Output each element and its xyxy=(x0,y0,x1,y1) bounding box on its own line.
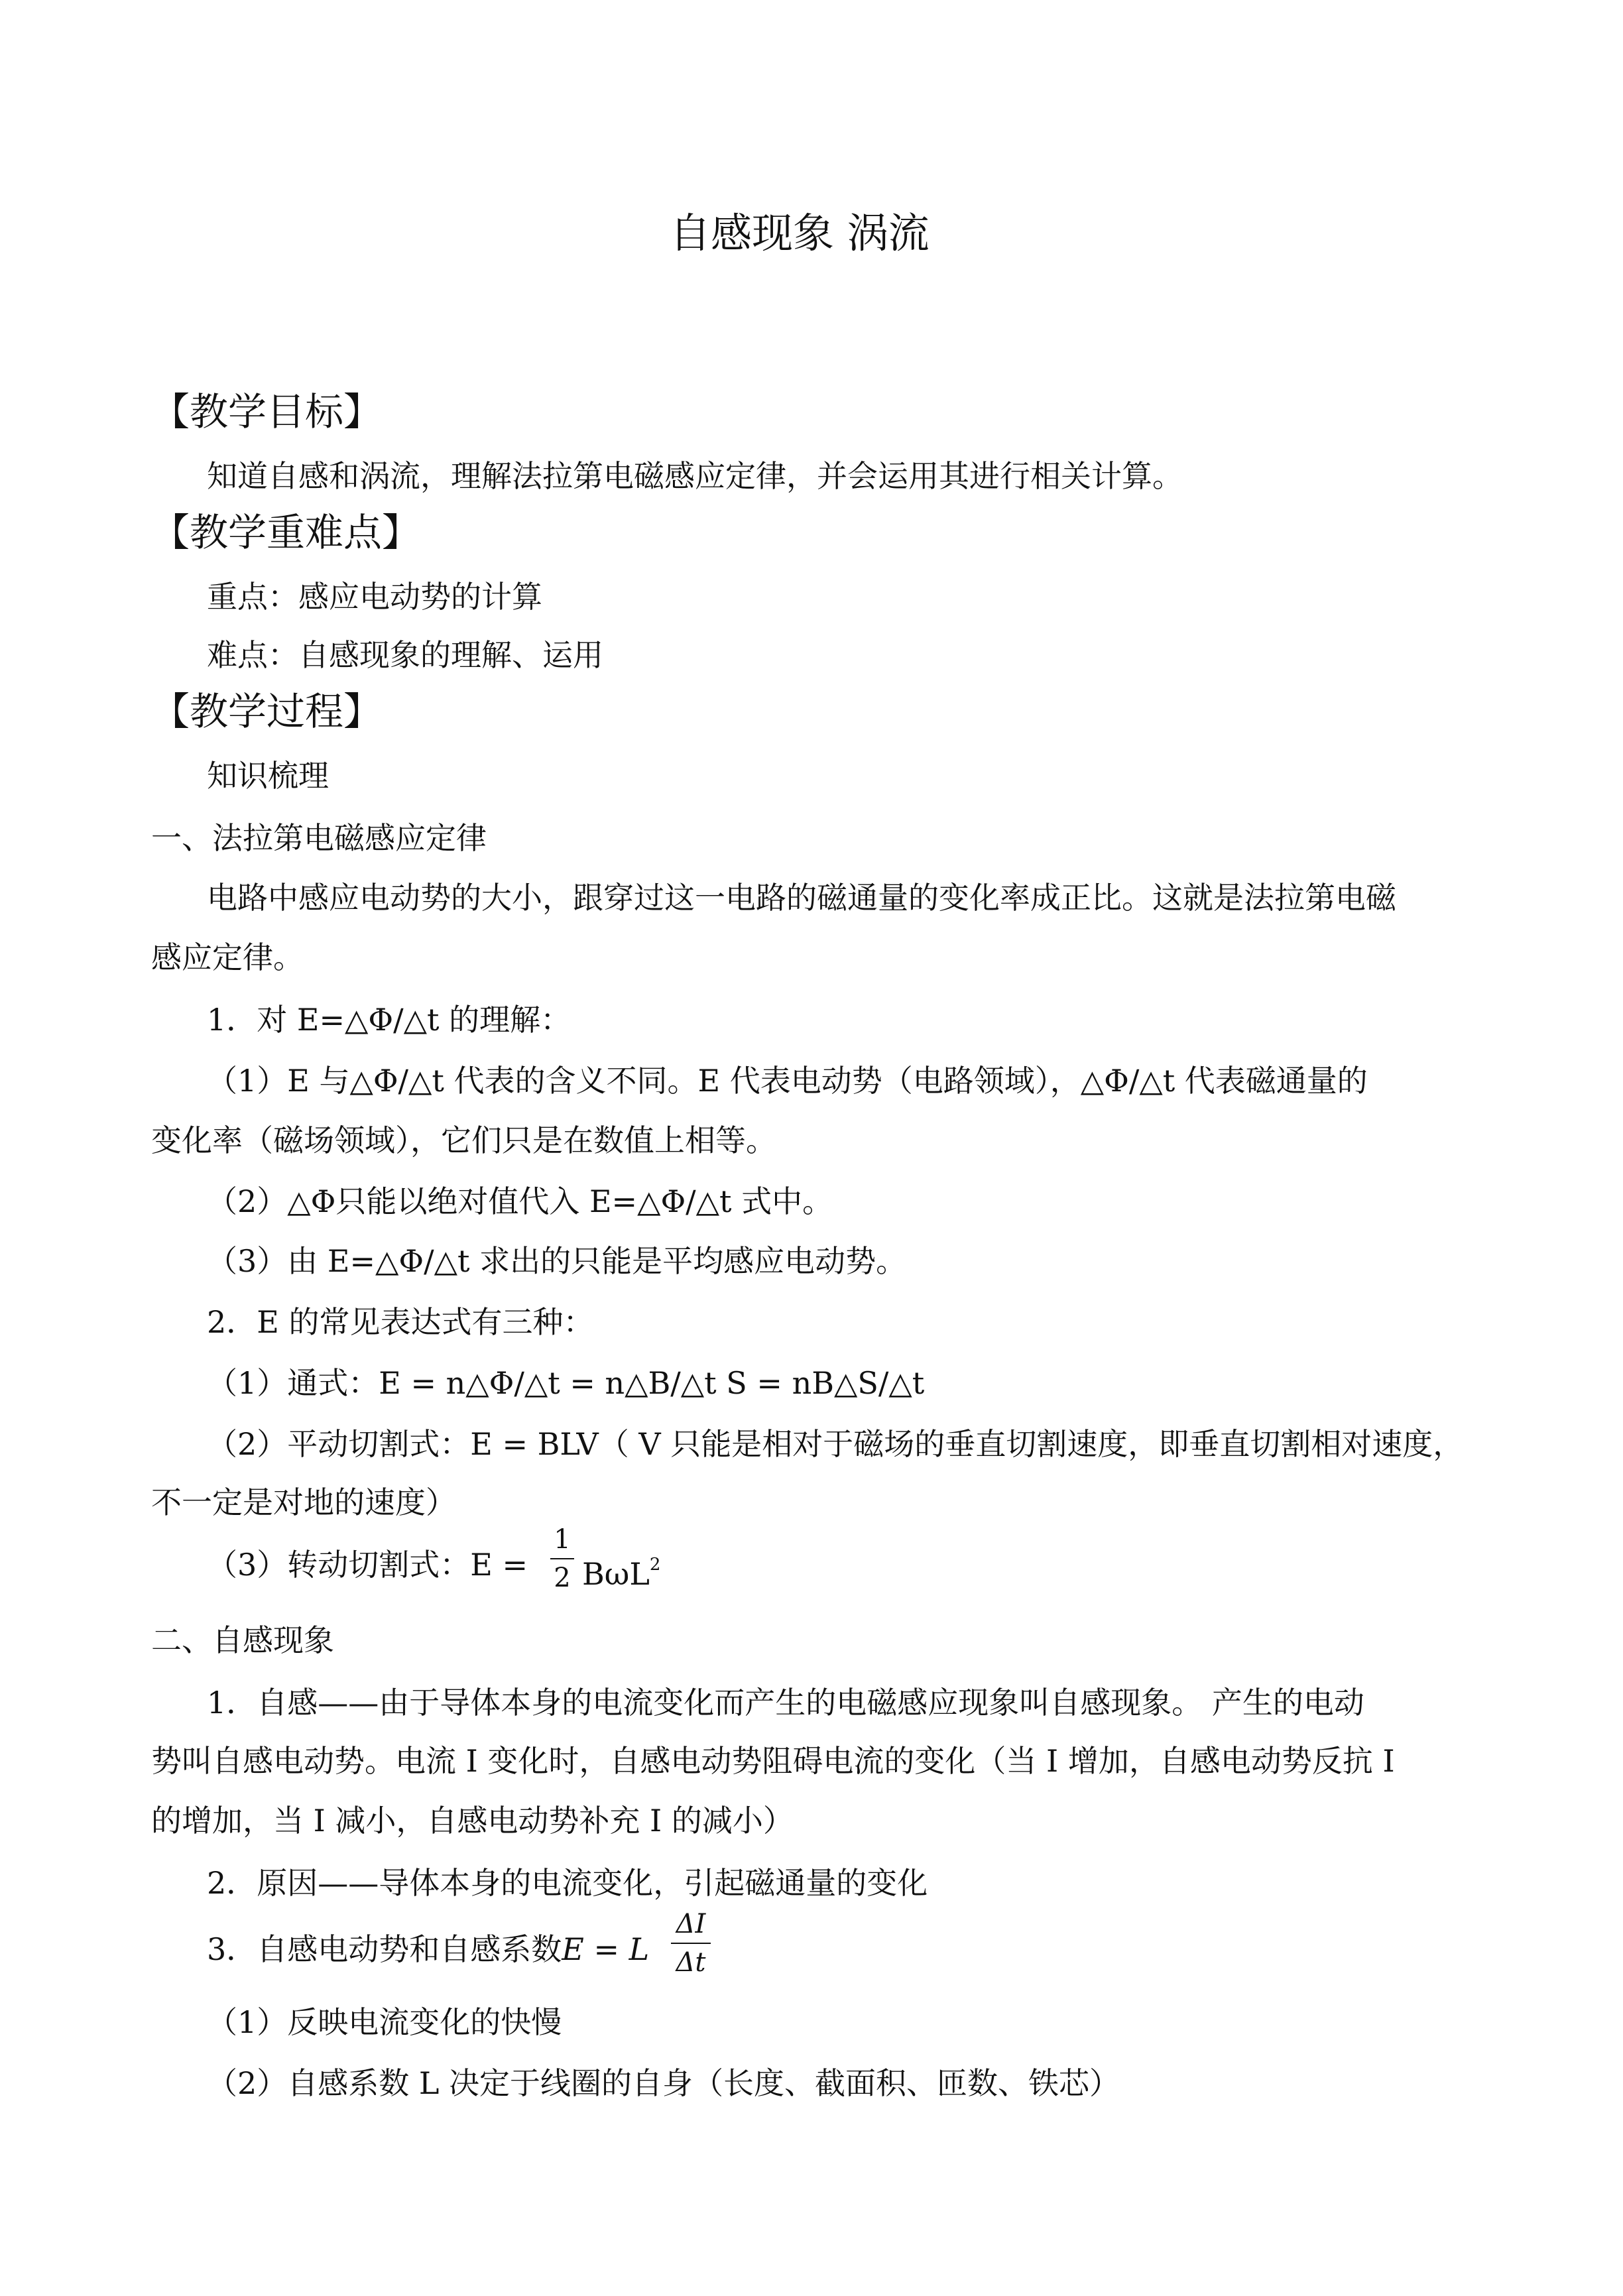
part1-item1-1-line2: 变化率（磁场领域），它们只是在数值上相等。 xyxy=(151,1122,776,1158)
keypoint-difficult: 难点：自感现象的理解、运用 xyxy=(207,637,603,673)
part2-item1-line3: 的增加，当 I 减小，自感电动势补充 I 的减小） xyxy=(151,1803,794,1839)
rotation-formula-suffix xyxy=(582,1545,660,1594)
part2-item3 xyxy=(207,1929,649,1969)
part1-item1-2: （2）△Φ只能以绝对值代入 E=△Φ/△t 式中。 xyxy=(207,1183,833,1219)
part2-item1-line2: 势叫自感电动势。电流 I 变化时，自感电动势阻碍电流的变化（当 I 增加，自感电动势反抗 I xyxy=(151,1743,1395,1779)
fraction-denominator: Δt xyxy=(676,1947,706,1978)
fraction-numerator: ΔI xyxy=(676,1909,706,1939)
heading-keypoints: 【教学重难点】 xyxy=(151,510,421,555)
rotation-formula-exponent: 2 xyxy=(649,1555,661,1575)
part1-item1-1-line1: （1）E 与△Φ/△t 代表的含义不同。E 代表电动势（电路领域），△Φ/△t 代表磁通量的 xyxy=(207,1063,1368,1099)
part2-item3-prefix: 3．自感电动势和自感系数 xyxy=(207,1931,562,1967)
part2-item3-1: （1）反映电流变化的快慢 xyxy=(207,2004,562,2040)
self-inductance-formula: E = L xyxy=(562,1931,650,1967)
process-subheading: 知识梳理 xyxy=(207,758,329,794)
part1-item2-1: （1）通式：E = n△Φ/△t = n△B/△t S = nB△S/△t xyxy=(207,1365,925,1401)
part2-heading: 二、自感现象 xyxy=(151,1622,334,1658)
part2-item1-line1: 1．自感——由于导体本身的电流变化而产生的电磁感应现象叫自感现象。 产生的电动 xyxy=(207,1685,1364,1721)
part1-item2-3 xyxy=(207,1545,528,1585)
part1-item2: 2．E 的常见表达式有三种： xyxy=(207,1304,594,1340)
goals-text: 知道自感和涡流，理解法拉第电磁感应定律，并会运用其进行相关计算。 xyxy=(207,458,1183,494)
part1-heading: 一、法拉第电磁感应定律 xyxy=(151,820,487,856)
fraction-bar xyxy=(550,1558,574,1559)
rotation-formula-fraction xyxy=(550,1524,574,1594)
part2-item2: 2．原因——导体本身的电流变化，引起磁通量的变化 xyxy=(207,1865,928,1901)
part1-paragraph-line2: 感应定律。 xyxy=(151,939,304,975)
part1-paragraph-line1: 电路中感应电动势的大小，跟穿过这一电路的磁通量的变化率成正比。这就是法拉第电磁 xyxy=(207,880,1396,916)
fraction-bar xyxy=(671,1943,711,1944)
heading-process: 【教学过程】 xyxy=(151,689,383,734)
keypoint-key: 重点：感应电动势的计算 xyxy=(207,579,542,615)
fraction-numerator: 1 xyxy=(554,1524,571,1555)
heading-goals: 【教学目标】 xyxy=(151,389,383,434)
self-inductance-fraction xyxy=(671,1908,711,1978)
part1-item1: 1．对 E=△Φ/△t 的理解： xyxy=(207,1002,571,1038)
page-title: 自感现象 涡流 xyxy=(670,209,930,257)
part1-item2-2-line1: （2）平动切割式：E = BLV（ V 只能是相对于磁场的垂直切割速度，即垂直切割相对速度， xyxy=(207,1426,1464,1462)
rotation-formula-prefix: （3）转动切割式：E = xyxy=(207,1547,528,1583)
part1-item1-3: （3）由 E=△Φ/△t 求出的只能是平均感应电动势。 xyxy=(207,1243,907,1279)
rotation-formula-body: BωL xyxy=(582,1556,650,1592)
part2-item3-2: （2）自感系数 L 决定于线圈的自身（长度、截面积、匝数、铁芯） xyxy=(207,2065,1120,2101)
fraction-denominator: 2 xyxy=(554,1563,571,1593)
part1-item2-2-line2: 不一定是对地的速度） xyxy=(151,1484,456,1520)
